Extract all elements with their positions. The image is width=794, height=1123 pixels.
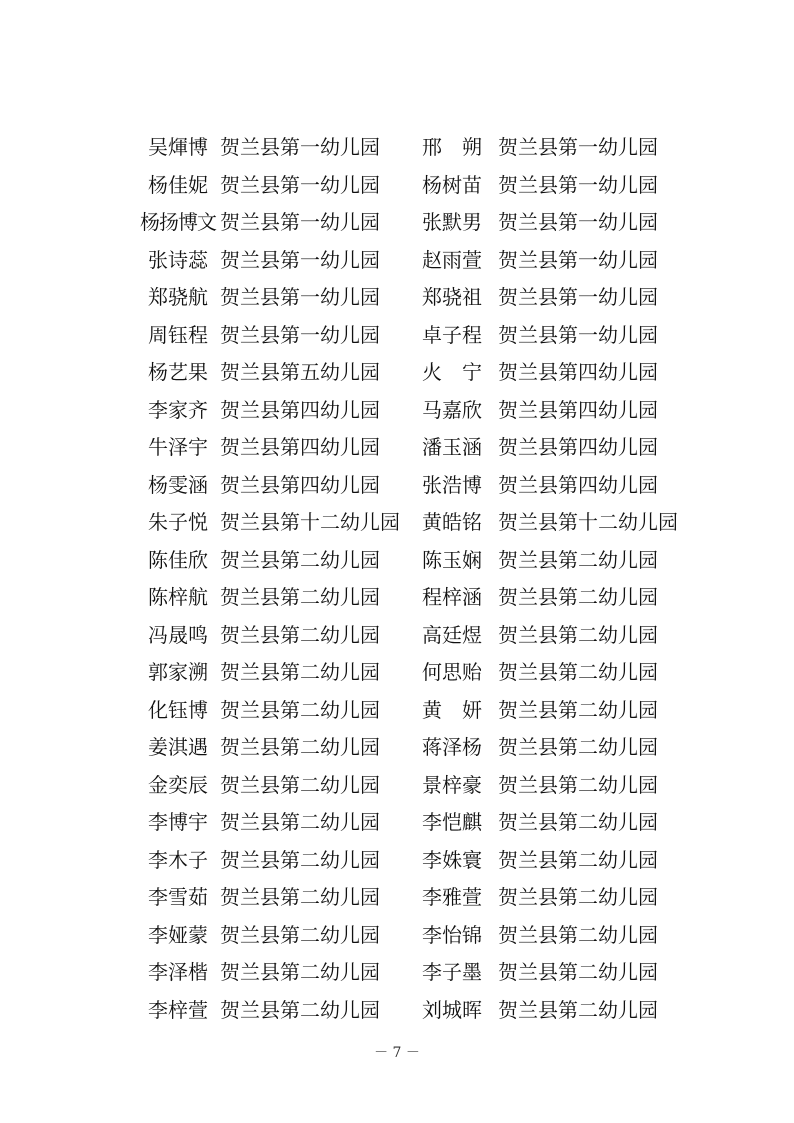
school-name-right: 贺兰县第一幼儿园 [498,135,658,159]
list-row [0,429,794,467]
student-name-right: 陈玉娴 [422,547,482,572]
student-name-left: 杨雯涵 [148,472,208,497]
list-row [0,279,794,317]
list-row [0,804,794,842]
student-name-left: 郑骁航 [148,285,208,309]
student-name-right: 何思贻 [422,660,482,684]
student-name-left: 张诗蕊 [148,247,208,272]
student-name-right: 火 宁 [422,360,482,384]
student-name-left: 冯晟鸣 [148,622,208,647]
student-name-right: 蒋泽杨 [422,735,482,759]
list-row [0,954,794,992]
school-name-left: 贺兰县第二幼儿园 [220,997,380,1022]
school-name-left: 贺兰县第二幼儿园 [220,810,380,834]
list-row [0,242,794,280]
school-name-right: 贺兰县第二幼儿园 [498,847,658,872]
school-name-left: 贺兰县第二幼儿园 [220,847,380,872]
student-name-left: 姜淇遇 [148,735,208,759]
student-name-left: 化钰博 [148,697,208,722]
school-name-left: 贺兰县第一幼儿园 [220,322,380,347]
list-row [0,167,794,205]
school-name-right: 贺兰县第一幼儿园 [498,210,658,234]
list-row [0,767,794,805]
student-name-left: 朱子悦 [148,510,208,534]
school-name-left: 贺兰县第二幼儿园 [220,660,380,684]
student-name-left: 李梓萱 [148,997,208,1022]
student-name-right: 景梓豪 [422,772,482,797]
student-name-right: 黄皓铭 [422,510,482,534]
list-row [0,729,794,767]
school-name-right: 贺兰县第二幼儿园 [498,622,658,647]
list-row [0,467,794,505]
school-name-right: 贺兰县第四幼儿园 [498,397,658,422]
student-name-right: 潘玉涵 [422,435,482,459]
student-name-right: 马嘉欣 [422,397,482,422]
school-name-left: 贺兰县第二幼儿园 [220,922,380,947]
list-row [0,692,794,730]
student-name-right: 高廷煜 [422,622,482,647]
school-name-left: 贺兰县第十二幼儿园 [220,510,400,534]
student-name-left: 金奕辰 [148,772,208,797]
school-name-left: 贺兰县第二幼儿园 [220,585,380,609]
school-name-left: 贺兰县第二幼儿园 [220,735,380,759]
student-name-left: 杨佳妮 [148,172,208,197]
student-name-left: 陈佳欣 [148,547,208,572]
student-name-left: 李泽楷 [148,960,208,984]
student-name-left: 李雪茹 [148,885,208,909]
student-name-left: 李家齐 [148,397,208,422]
student-name-left: 郭家溯 [148,660,208,684]
school-name-right: 贺兰县第一幼儿园 [498,172,658,197]
school-name-right: 贺兰县第一幼儿园 [498,322,658,347]
school-name-right: 贺兰县第二幼儿园 [498,960,658,984]
list-row [0,392,794,430]
list-row [0,204,794,242]
list-row [0,504,794,542]
school-name-right: 贺兰县第四幼儿园 [498,360,658,384]
list-row [0,654,794,692]
school-name-right: 贺兰县第二幼儿园 [498,810,658,834]
student-name-left: 牛泽宇 [148,435,208,459]
school-name-right: 贺兰县第二幼儿园 [498,660,658,684]
student-name-right: 赵雨萱 [422,247,482,272]
school-name-left: 贺兰县第四幼儿园 [220,472,380,497]
student-name-left: 吴煇博 [148,135,208,159]
student-name-right: 李子墨 [422,960,482,984]
award-list [0,129,794,1029]
school-name-right: 贺兰县第十二幼儿园 [498,510,678,534]
school-name-right: 贺兰县第一幼儿园 [498,285,658,309]
school-name-left: 贺兰县第二幼儿园 [220,547,380,572]
school-name-left: 贺兰县第五幼儿园 [220,360,380,384]
student-name-left: 李博宇 [148,810,208,834]
school-name-right: 贺兰县第二幼儿园 [498,547,658,572]
school-name-right: 贺兰县第二幼儿园 [498,997,658,1022]
student-name-left: 周钰程 [148,322,208,347]
student-name-right: 程梓涵 [422,585,482,609]
student-name-right: 郑骁祖 [422,285,482,309]
school-name-left: 贺兰县第四幼儿园 [220,435,380,459]
school-name-right: 贺兰县第二幼儿园 [498,772,658,797]
school-name-left: 贺兰县第四幼儿园 [220,397,380,422]
list-row [0,542,794,580]
list-row [0,617,794,655]
student-name-right: 李姝寰 [422,847,482,872]
page-number: － 7 － [374,1045,420,1061]
list-row [0,129,794,167]
list-row [0,842,794,880]
school-name-right: 贺兰县第一幼儿园 [498,247,658,272]
student-name-right: 张浩博 [422,472,482,497]
school-name-right: 贺兰县第四幼儿园 [498,472,658,497]
school-name-right: 贺兰县第二幼儿园 [498,885,658,909]
student-name-right: 李恺麒 [422,810,482,834]
student-name-right: 黄 妍 [422,697,482,722]
school-name-right: 贺兰县第二幼儿园 [498,697,658,722]
school-name-right: 贺兰县第二幼儿园 [498,735,658,759]
list-row [0,992,794,1030]
student-name-right: 李雅萱 [422,885,482,909]
student-name-right: 刘城晖 [422,997,482,1022]
list-row [0,317,794,355]
list-row [0,879,794,917]
school-name-right: 贺兰县第二幼儿园 [498,585,658,609]
list-row [0,579,794,617]
student-name-right: 杨树苗 [422,172,482,197]
school-name-left: 贺兰县第二幼儿园 [220,960,380,984]
student-name-right: 张默男 [422,210,482,234]
school-name-right: 贺兰县第二幼儿园 [498,922,658,947]
student-name-left: 陈梓航 [148,585,208,609]
school-name-left: 贺兰县第二幼儿园 [220,697,380,722]
student-name-right: 邢 朔 [422,135,482,159]
school-name-left: 贺兰县第二幼儿园 [220,622,380,647]
school-name-left: 贺兰县第一幼儿园 [220,247,380,272]
school-name-left: 贺兰县第二幼儿园 [220,772,380,797]
student-name-left: 李木子 [148,847,208,872]
school-name-left: 贺兰县第二幼儿园 [220,885,380,909]
student-name-right: 卓子程 [422,322,482,347]
student-name-left: 杨扬博文 [140,210,216,234]
student-name-left: 杨艺果 [148,360,208,384]
student-name-left: 李娅蒙 [148,922,208,947]
school-name-left: 贺兰县第一幼儿园 [220,210,380,234]
list-row [0,354,794,392]
school-name-left: 贺兰县第一幼儿园 [220,285,380,309]
school-name-left: 贺兰县第一幼儿园 [220,135,380,159]
school-name-right: 贺兰县第四幼儿园 [498,435,658,459]
list-row [0,917,794,955]
school-name-left: 贺兰县第一幼儿园 [220,172,380,197]
student-name-right: 李怡锦 [422,922,482,947]
